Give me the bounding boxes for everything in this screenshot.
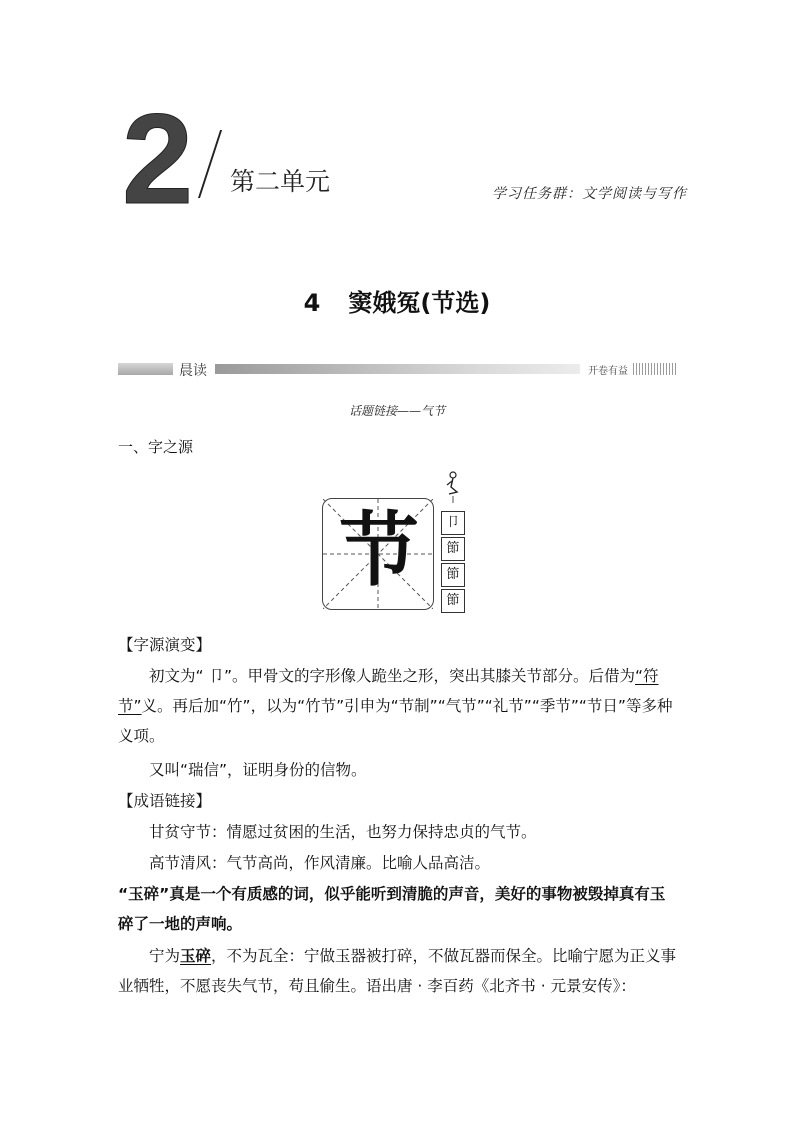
unit-divider [198,130,222,198]
fujie-link: “符节” [118,667,659,715]
idiom-item-1: 甘贫守节：情愿过贫困的生活，也努力保持忠贞的气节。 [149,823,537,841]
topic-link: 话题链接——气节 [348,404,445,418]
evolution-text-b: 义。再后加“竹”，以为“竹节”引申为“节制”“气节”“礼节”“季节”“节日”等多种义项。 [118,697,673,745]
bar-left-block [118,363,173,375]
evolution-text-a: 初文为“ 卩”。甲骨文的字形像人跪坐之形，突出其膝关节部分。后借为 [149,667,635,685]
idiom-item-2: 高节清风：气节高尚，作风清廉。比喻人品高洁。 [149,854,491,872]
bar-label: 晨读 [179,363,207,379]
yusui-note: “玉碎”真是一个有质感的词，似乎能听到清脆的声音，美好的事物被毁掉真有玉碎了一地的声响。 [118,885,666,933]
evolution-glyph-1: 卩 [441,511,465,535]
evolution-para-1 [118,661,678,751]
unit-title: 第二单元 [230,167,331,196]
unit-number: 2 [122,88,190,231]
evolution-glyph-3: 節 [441,563,465,587]
bar-right-label: 开卷有益 [588,366,628,377]
section-heading: 一、字之源 [118,438,194,456]
idiom-item-3 [118,941,678,1001]
lesson-number: 4 [303,289,321,317]
evolution-glyph-4: 節 [441,589,465,613]
bar-stripes [633,363,678,375]
evolution-column [441,511,467,615]
lesson-title [0,283,794,318]
bar-gradient [215,364,580,374]
evolution-glyph-2: 節 [441,537,465,561]
idiom-heading: 【成语链接】 [118,792,212,810]
idiom3-text-b: ，不为瓦全：宁做玉器被打碎，不做瓦器而保全。比喻宁愿为正义事业牺牲，不愿丧失气节，苟且偷生。语出唐 · 李百药《北齐书 · 元景安传》： [118,947,677,995]
idiom3-text-a: 宁为 [149,947,181,965]
lesson-name: 窦娥冤(节选) [348,289,491,317]
yusui-link: 玉碎 [180,947,212,965]
kneeling-figure-icon [440,470,466,504]
evolution-para-2: 又叫“瑞信”，证明身份的信物。 [149,761,367,779]
evolution-heading: 【字源演变】 [118,636,212,654]
task-group-label: 学习任务群：文学阅读与写作 [492,186,687,202]
main-character: 节 [339,503,419,597]
